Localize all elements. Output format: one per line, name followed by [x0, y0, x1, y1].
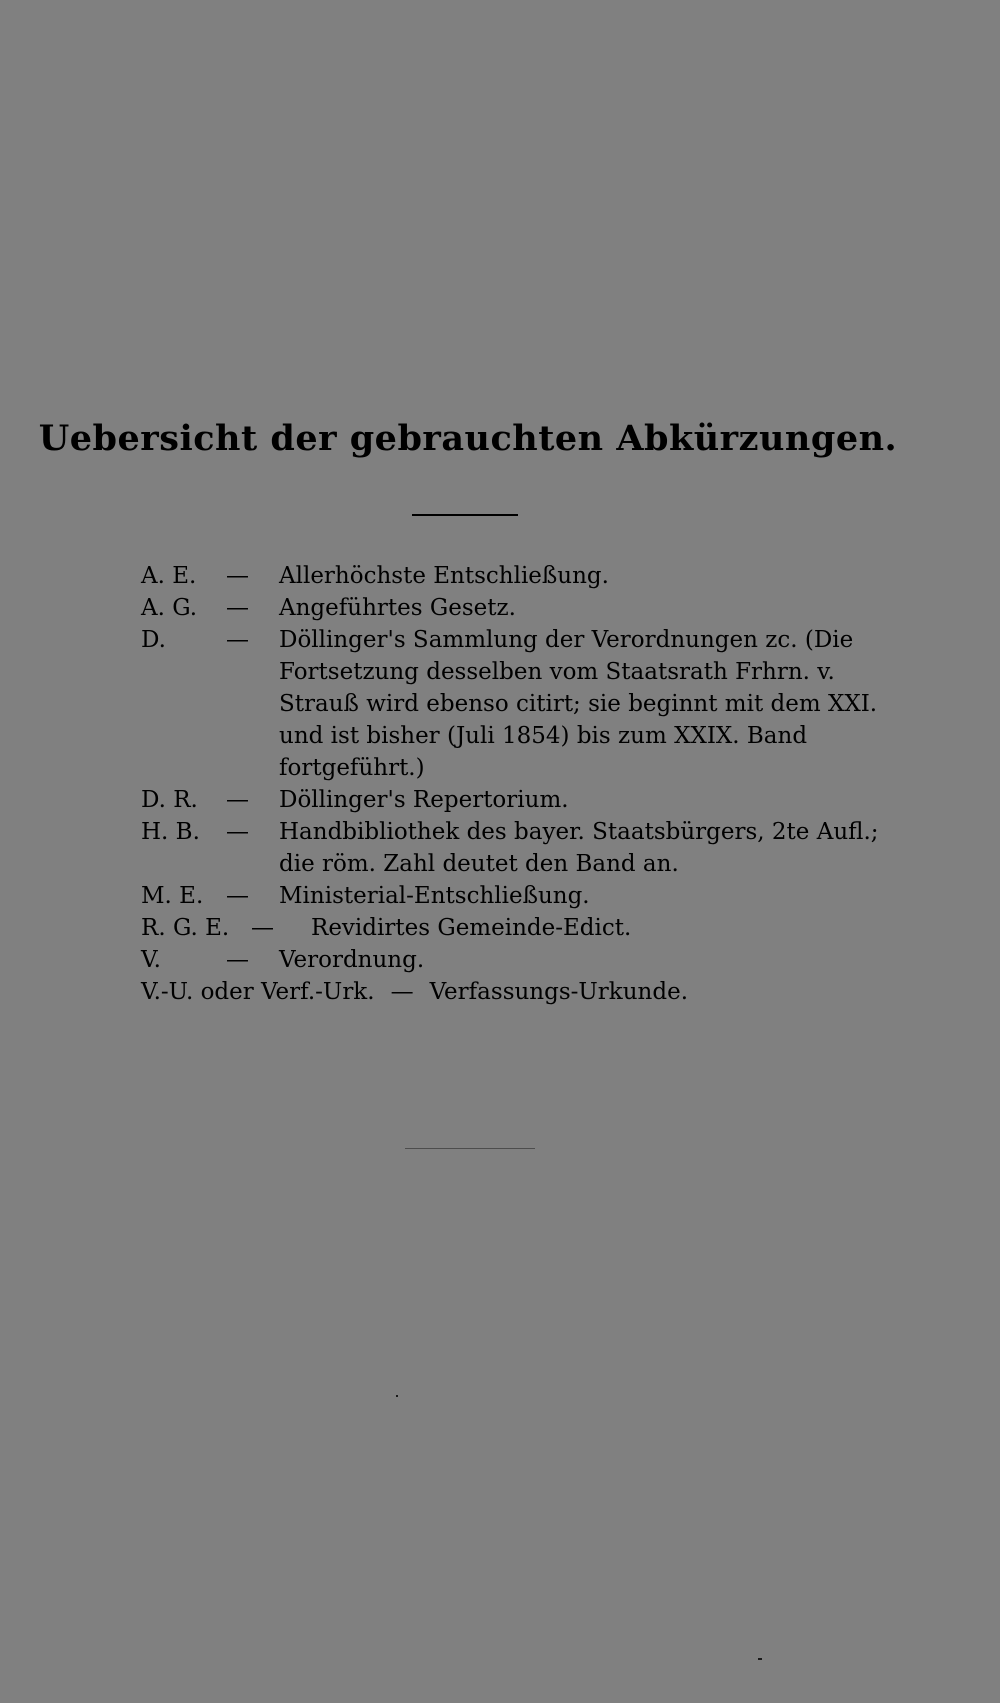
definition: Angeführtes Gesetz. — [279, 595, 516, 621]
dash-separator: — — [226, 947, 249, 973]
dash-separator: — — [390, 979, 414, 1005]
list-item — [141, 560, 881, 592]
list-item — [141, 976, 881, 1008]
title-divider — [412, 514, 518, 516]
abbreviation: H. B. — [141, 819, 200, 845]
list-item — [141, 880, 881, 912]
abbreviation: V.-U. oder Verf.-Urk. — [141, 979, 375, 1005]
definition: Döllinger's Repertorium. — [279, 787, 569, 813]
page-title: Uebersicht der gebrauchten Abkürzungen. — [38, 418, 898, 459]
dash-separator: — — [251, 915, 274, 941]
definition: Döllinger's Sammlung der Verordnungen zc. (Die Fortsetzung desselben vom Staatsrath Frhrn. v. Strauß wird ebenso citirt; sie beginnt mit dem XXI. und ist bisher (Juli 1854) bis zum XXIX. Band fortgeführt.) — [279, 627, 878, 781]
definition: Allerhöchste Entschließung. — [279, 563, 609, 589]
definition: Ministerial-Entschließung. — [279, 883, 590, 909]
list-item — [141, 592, 881, 624]
list-item — [141, 816, 881, 880]
dash-separator: — — [226, 563, 249, 589]
dash-separator: — — [226, 627, 249, 653]
abbreviation: D. R. — [141, 787, 198, 813]
definition: Verordnung. — [279, 947, 425, 973]
dash-separator: — — [226, 595, 249, 621]
definition: Revidirtes Gemeinde-Edict. — [311, 915, 632, 941]
abbreviation: V. — [141, 947, 161, 973]
abbreviation: R. G. E. — [141, 915, 230, 941]
dash-separator: — — [226, 787, 249, 813]
abbreviation: M. E. — [141, 883, 204, 909]
list-item — [141, 912, 881, 944]
abbreviation: A. G. — [141, 595, 198, 621]
dash-separator: — — [226, 883, 249, 909]
abbreviation: D. — [141, 627, 166, 653]
list-item — [141, 784, 881, 816]
dash-separator: — — [226, 819, 249, 845]
abbreviation: A. E. — [141, 563, 197, 589]
print-speck — [405, 1148, 535, 1149]
definition: Handbibliothek des bayer. Staatsbürgers, 2te Aufl.; die röm. Zahl deutet den Band an. — [279, 819, 879, 877]
print-speck — [396, 1395, 398, 1397]
list-item — [141, 944, 881, 976]
definition: Verfassungs-Urkunde. — [429, 979, 689, 1005]
list-item — [141, 624, 881, 784]
print-speck — [758, 1658, 762, 1660]
abbreviation-list — [141, 560, 881, 1008]
